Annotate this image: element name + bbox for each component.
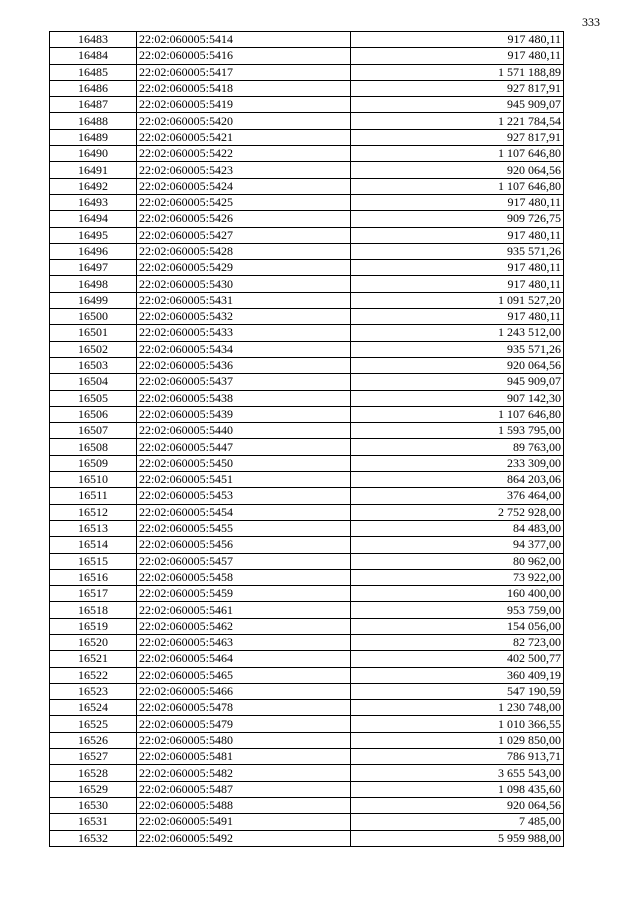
cadastral-value-cell: 1 230 748,00 (351, 700, 564, 716)
row-number-cell: 16514 (50, 537, 137, 553)
cadastral-number-cell: 22:02:060005:5466 (137, 683, 351, 699)
table-row (50, 504, 564, 520)
cadastral-number-cell: 22:02:060005:5451 (137, 472, 351, 488)
page-number: 333 (582, 15, 600, 29)
cadastral-number-cell: 22:02:060005:5436 (137, 357, 351, 373)
table-row (50, 194, 564, 210)
row-number-cell: 16500 (50, 309, 137, 325)
cadastral-value-cell: 547 190,59 (351, 683, 564, 699)
table-row (50, 814, 564, 830)
table-row (50, 797, 564, 813)
cadastral-value-cell: 1 010 366,55 (351, 716, 564, 732)
row-number-cell: 16496 (50, 243, 137, 259)
cadastral-value-cell: 376 464,00 (351, 488, 564, 504)
cadastral-value-cell: 920 064,56 (351, 162, 564, 178)
row-number-cell: 16490 (50, 146, 137, 162)
row-number-cell: 16532 (50, 830, 137, 846)
cadastral-value-cell: 917 480,11 (351, 276, 564, 292)
row-number-cell: 16531 (50, 814, 137, 830)
table-row (50, 260, 564, 276)
row-number-cell: 16508 (50, 439, 137, 455)
table-row (50, 129, 564, 145)
cadastral-number-cell: 22:02:060005:5461 (137, 602, 351, 618)
cadastral-number-cell: 22:02:060005:5437 (137, 374, 351, 390)
cadastral-value-cell: 5 959 988,00 (351, 830, 564, 846)
row-number-cell: 16486 (50, 80, 137, 96)
table-row (50, 781, 564, 797)
cadastral-number-cell: 22:02:060005:5424 (137, 178, 351, 194)
cadastral-value-cell: 89 763,00 (351, 439, 564, 455)
cadastral-number-cell: 22:02:060005:5482 (137, 765, 351, 781)
table-row (50, 830, 564, 846)
table-row (50, 439, 564, 455)
cadastral-number-cell: 22:02:060005:5453 (137, 488, 351, 504)
table-row (50, 374, 564, 390)
cadastral-value-cell: 920 064,56 (351, 797, 564, 813)
cadastral-value-table (49, 31, 564, 847)
cadastral-value-cell: 917 480,11 (351, 227, 564, 243)
cadastral-number-cell: 22:02:060005:5416 (137, 48, 351, 64)
row-number-cell: 16520 (50, 634, 137, 650)
cadastral-number-cell: 22:02:060005:5434 (137, 341, 351, 357)
cadastral-value-cell: 786 913,71 (351, 749, 564, 765)
cadastral-value-cell: 82 723,00 (351, 634, 564, 650)
table-row (50, 602, 564, 618)
row-number-cell: 16498 (50, 276, 137, 292)
cadastral-value-cell: 917 480,11 (351, 260, 564, 276)
row-number-cell: 16494 (50, 211, 137, 227)
cadastral-number-cell: 22:02:060005:5417 (137, 64, 351, 80)
table-row (50, 732, 564, 748)
row-number-cell: 16527 (50, 749, 137, 765)
table-row (50, 227, 564, 243)
cadastral-value-cell: 935 571,26 (351, 341, 564, 357)
row-number-cell: 16495 (50, 227, 137, 243)
cadastral-value-cell: 917 480,11 (351, 32, 564, 48)
cadastral-value-cell: 927 817,91 (351, 129, 564, 145)
cadastral-number-cell: 22:02:060005:5428 (137, 243, 351, 259)
row-number-cell: 16499 (50, 292, 137, 308)
cadastral-number-cell: 22:02:060005:5455 (137, 520, 351, 536)
table-row (50, 390, 564, 406)
row-number-cell: 16522 (50, 667, 137, 683)
row-number-cell: 16517 (50, 586, 137, 602)
cadastral-value-cell: 402 500,77 (351, 651, 564, 667)
cadastral-value-cell: 1 107 646,80 (351, 406, 564, 422)
cadastral-number-cell: 22:02:060005:5440 (137, 423, 351, 439)
cadastral-number-cell: 22:02:060005:5439 (137, 406, 351, 422)
table-row (50, 113, 564, 129)
row-number-cell: 16525 (50, 716, 137, 732)
cadastral-value-cell: 160 400,00 (351, 586, 564, 602)
cadastral-value-cell: 94 377,00 (351, 537, 564, 553)
table-row (50, 97, 564, 113)
cadastral-value-cell: 1 593 795,00 (351, 423, 564, 439)
cadastral-number-cell: 22:02:060005:5418 (137, 80, 351, 96)
table-row (50, 292, 564, 308)
cadastral-value-cell: 73 922,00 (351, 569, 564, 585)
cadastral-value-cell: 1 091 527,20 (351, 292, 564, 308)
table-row (50, 586, 564, 602)
cadastral-number-cell: 22:02:060005:5420 (137, 113, 351, 129)
cadastral-value-cell: 84 483,00 (351, 520, 564, 536)
cadastral-number-cell: 22:02:060005:5419 (137, 97, 351, 113)
row-number-cell: 16504 (50, 374, 137, 390)
cadastral-value-cell: 2 752 928,00 (351, 504, 564, 520)
cadastral-number-cell: 22:02:060005:5414 (137, 32, 351, 48)
table-row (50, 341, 564, 357)
cadastral-number-cell: 22:02:060005:5478 (137, 700, 351, 716)
cadastral-number-cell: 22:02:060005:5462 (137, 618, 351, 634)
row-number-cell: 16524 (50, 700, 137, 716)
cadastral-number-cell: 22:02:060005:5425 (137, 194, 351, 210)
table-row (50, 48, 564, 64)
cadastral-value-cell: 1 107 646,80 (351, 178, 564, 194)
cadastral-value-cell: 907 142,30 (351, 390, 564, 406)
row-number-cell: 16506 (50, 406, 137, 422)
cadastral-number-cell: 22:02:060005:5433 (137, 325, 351, 341)
table-row (50, 618, 564, 634)
table-row (50, 357, 564, 373)
cadastral-value-cell: 909 726,75 (351, 211, 564, 227)
table-row (50, 553, 564, 569)
row-number-cell: 16485 (50, 64, 137, 80)
cadastral-value-cell: 3 655 543,00 (351, 765, 564, 781)
row-number-cell: 16507 (50, 423, 137, 439)
cadastral-number-cell: 22:02:060005:5492 (137, 830, 351, 846)
cadastral-value-cell: 953 759,00 (351, 602, 564, 618)
cadastral-number-cell: 22:02:060005:5464 (137, 651, 351, 667)
row-number-cell: 16529 (50, 781, 137, 797)
row-number-cell: 16518 (50, 602, 137, 618)
row-number-cell: 16510 (50, 472, 137, 488)
row-number-cell: 16487 (50, 97, 137, 113)
table-row (50, 64, 564, 80)
table-row (50, 569, 564, 585)
cadastral-value-cell: 233 309,00 (351, 455, 564, 471)
row-number-cell: 16526 (50, 732, 137, 748)
row-number-cell: 16516 (50, 569, 137, 585)
cadastral-number-cell: 22:02:060005:5447 (137, 439, 351, 455)
row-number-cell: 16512 (50, 504, 137, 520)
cadastral-number-cell: 22:02:060005:5491 (137, 814, 351, 830)
cadastral-value-cell: 917 480,11 (351, 48, 564, 64)
cadastral-value-cell: 927 817,91 (351, 80, 564, 96)
row-number-cell: 16501 (50, 325, 137, 341)
table-body (50, 32, 564, 847)
row-number-cell: 16519 (50, 618, 137, 634)
table-row (50, 749, 564, 765)
cadastral-value-cell: 1 107 646,80 (351, 146, 564, 162)
cadastral-number-cell: 22:02:060005:5457 (137, 553, 351, 569)
cadastral-value-cell: 360 409,19 (351, 667, 564, 683)
table-row (50, 276, 564, 292)
row-number-cell: 16493 (50, 194, 137, 210)
cadastral-value-cell: 1 243 512,00 (351, 325, 564, 341)
cadastral-value-cell: 917 480,11 (351, 309, 564, 325)
row-number-cell: 16484 (50, 48, 137, 64)
cadastral-number-cell: 22:02:060005:5463 (137, 634, 351, 650)
cadastral-number-cell: 22:02:060005:5423 (137, 162, 351, 178)
cadastral-number-cell: 22:02:060005:5432 (137, 309, 351, 325)
cadastral-number-cell: 22:02:060005:5438 (137, 390, 351, 406)
table-row (50, 243, 564, 259)
cadastral-number-cell: 22:02:060005:5456 (137, 537, 351, 553)
cadastral-value-cell: 1 029 850,00 (351, 732, 564, 748)
cadastral-value-cell: 920 064,56 (351, 357, 564, 373)
row-number-cell: 16483 (50, 32, 137, 48)
table-row (50, 178, 564, 194)
row-number-cell: 16497 (50, 260, 137, 276)
table-row (50, 472, 564, 488)
cadastral-number-cell: 22:02:060005:5479 (137, 716, 351, 732)
cadastral-number-cell: 22:02:060005:5459 (137, 586, 351, 602)
cadastral-value-cell: 945 909,07 (351, 374, 564, 390)
cadastral-value-cell: 154 056,00 (351, 618, 564, 634)
cadastral-value-cell: 1 571 188,89 (351, 64, 564, 80)
table-row (50, 80, 564, 96)
cadastral-number-cell: 22:02:060005:5458 (137, 569, 351, 585)
table-row (50, 211, 564, 227)
table-row (50, 325, 564, 341)
cadastral-value-cell: 1 098 435,60 (351, 781, 564, 797)
row-number-cell: 16528 (50, 765, 137, 781)
row-number-cell: 16521 (50, 651, 137, 667)
table-row (50, 455, 564, 471)
table-row (50, 146, 564, 162)
row-number-cell: 16515 (50, 553, 137, 569)
table-row (50, 700, 564, 716)
row-number-cell: 16502 (50, 341, 137, 357)
table-row (50, 423, 564, 439)
table-row (50, 162, 564, 178)
row-number-cell: 16491 (50, 162, 137, 178)
cadastral-number-cell: 22:02:060005:5465 (137, 667, 351, 683)
cadastral-number-cell: 22:02:060005:5480 (137, 732, 351, 748)
table-row (50, 488, 564, 504)
row-number-cell: 16513 (50, 520, 137, 536)
row-number-cell: 16492 (50, 178, 137, 194)
row-number-cell: 16489 (50, 129, 137, 145)
cadastral-value-cell: 935 571,26 (351, 243, 564, 259)
row-number-cell: 16488 (50, 113, 137, 129)
cadastral-number-cell: 22:02:060005:5454 (137, 504, 351, 520)
row-number-cell: 16509 (50, 455, 137, 471)
table-row (50, 667, 564, 683)
cadastral-number-cell: 22:02:060005:5422 (137, 146, 351, 162)
cadastral-number-cell: 22:02:060005:5431 (137, 292, 351, 308)
cadastral-number-cell: 22:02:060005:5429 (137, 260, 351, 276)
table-row (50, 406, 564, 422)
table-row (50, 634, 564, 650)
table-row (50, 32, 564, 48)
table-row (50, 716, 564, 732)
row-number-cell: 16523 (50, 683, 137, 699)
cadastral-number-cell: 22:02:060005:5421 (137, 129, 351, 145)
cadastral-value-cell: 7 485,00 (351, 814, 564, 830)
cadastral-number-cell: 22:02:060005:5430 (137, 276, 351, 292)
cadastral-value-cell: 945 909,07 (351, 97, 564, 113)
cadastral-number-cell: 22:02:060005:5427 (137, 227, 351, 243)
cadastral-value-cell: 80 962,00 (351, 553, 564, 569)
cadastral-number-cell: 22:02:060005:5426 (137, 211, 351, 227)
row-number-cell: 16511 (50, 488, 137, 504)
row-number-cell: 16503 (50, 357, 137, 373)
table-row (50, 683, 564, 699)
row-number-cell: 16530 (50, 797, 137, 813)
table-row (50, 537, 564, 553)
cadastral-number-cell: 22:02:060005:5481 (137, 749, 351, 765)
cadastral-value-cell: 1 221 784,54 (351, 113, 564, 129)
cadastral-number-cell: 22:02:060005:5450 (137, 455, 351, 471)
cadastral-number-cell: 22:02:060005:5487 (137, 781, 351, 797)
table-row (50, 309, 564, 325)
table-row (50, 651, 564, 667)
cadastral-number-cell: 22:02:060005:5488 (137, 797, 351, 813)
cadastral-value-cell: 864 203,06 (351, 472, 564, 488)
cadastral-value-cell: 917 480,11 (351, 194, 564, 210)
table-row (50, 765, 564, 781)
row-number-cell: 16505 (50, 390, 137, 406)
table-row (50, 520, 564, 536)
